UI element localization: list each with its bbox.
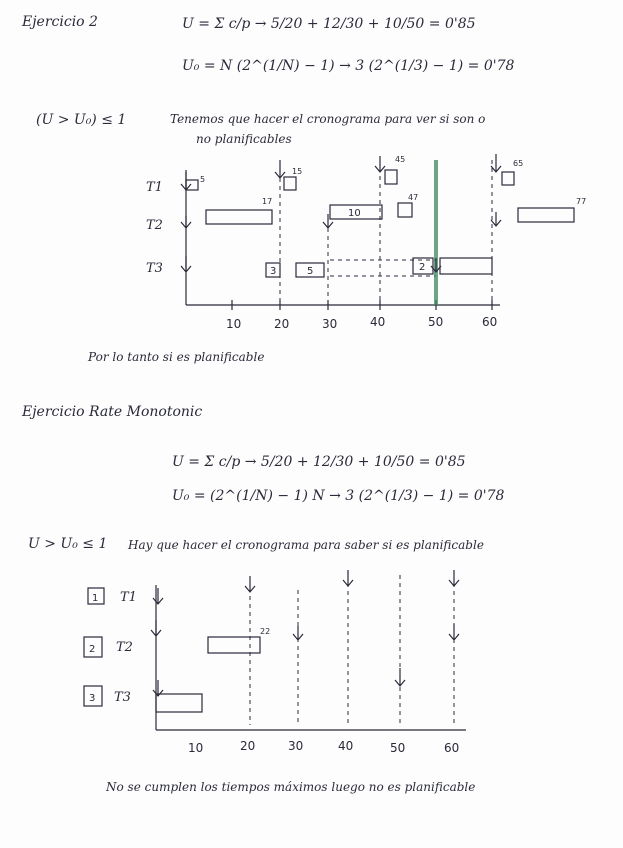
ex1-box-label: 5 [307,266,314,277]
ex1-task-label-t2: T2 [146,218,163,233]
ex1-end-note: 77 [576,197,587,206]
ex1-end-note: 15 [292,167,303,176]
ex2-tick-label-60: 60 [444,741,460,755]
ex2-utilization-equation: U = Σ c/p → 5/20 + 12/30 + 10/50 = 0'85 [172,454,466,470]
ex2-priority-label: 3 [89,693,96,704]
ex2-tick-label-30: 30 [288,739,304,753]
ex2-end-note: 22 [260,627,271,636]
ex2-arrival-arrow [343,570,353,586]
ex1-box-label: 2 [419,262,426,273]
ex1-note-line1: Tenemos que hacer el cronograma para ver si son o [170,112,486,126]
ex1-tick-label-40: 40 [370,315,386,329]
ex2-arrival-arrow [245,576,255,592]
ex2-title: Ejercicio Rate Monotonic [22,404,203,420]
ex2-conclusion: No se cumplen los tiempos máximos luego no es planificable [106,780,476,794]
ex2-tick-label-40: 40 [338,739,354,753]
ex1-end-note: 45 [395,155,406,164]
ex1-tick-label-30: 30 [322,317,338,331]
ex2-tick-label-50: 50 [390,741,406,755]
ex1-note-line2: no planificables [196,132,292,146]
ex1-bound-equation: U₀ = N (2^(1/N) − 1) → 3 (2^(1/3) − 1) = 0'78 [182,58,515,74]
ex2-task-label-t1: T1 [120,590,137,605]
ex2-arrival-arrow [151,620,161,636]
ex1-utilization-equation: U = Σ c/p → 5/20 + 12/30 + 10/50 = 0'85 [182,16,476,32]
ex2-exec-box-t3 [156,694,202,712]
ex1-title: Ejercicio 2 [22,14,98,30]
ex1-tick-label-60: 60 [482,315,498,329]
ex2-bound-equation: U₀ = (2^(1/N) − 1) N → 3 (2^(1/3) − 1) = 0'78 [172,488,505,504]
ex2-arrival-arrow [395,668,405,686]
ex2-note: Hay que hacer el cronograma para saber si es planificable [128,538,484,552]
ex2-tick-label-20: 20 [240,739,256,753]
ex2-task-label-t2: T2 [116,640,133,655]
ex1-end-note: 17 [262,197,273,206]
ex1-condition: (U > U₀) ≤ 1 [36,112,127,128]
ex1-task-label-t1: T1 [146,180,163,195]
ex2-priority-label: 1 [92,593,99,604]
ex1-tick-label-10: 10 [226,317,242,331]
ex1-conclusion: Por lo tanto si es planificable [88,350,265,364]
ex2-arrival-arrow [449,624,459,640]
ex2-condition: U > U₀ ≤ 1 [28,536,108,552]
ex2-arrival-arrow [449,570,459,586]
ex1-end-note: 65 [513,159,524,168]
ex2-arrival-arrow [293,626,303,640]
ex2-arrival-arrow [153,588,163,604]
ex1-end-note: 5 [200,175,206,184]
ex1-box-label: 10 [348,208,361,219]
ex2-priority-label: 2 [89,644,96,655]
ex1-task-label-t3: T3 [146,261,163,276]
ex1-end-note: 47 [408,193,419,202]
ex2-exec-box-t2 [208,637,260,653]
ex1-tick-label-50: 50 [428,315,444,329]
ex1-tick-label-20: 20 [274,317,290,331]
ex2-tick-label-10: 10 [188,741,204,755]
ex2-task-label-t3: T3 [114,690,131,705]
ex1-box-label: 3 [270,266,277,277]
